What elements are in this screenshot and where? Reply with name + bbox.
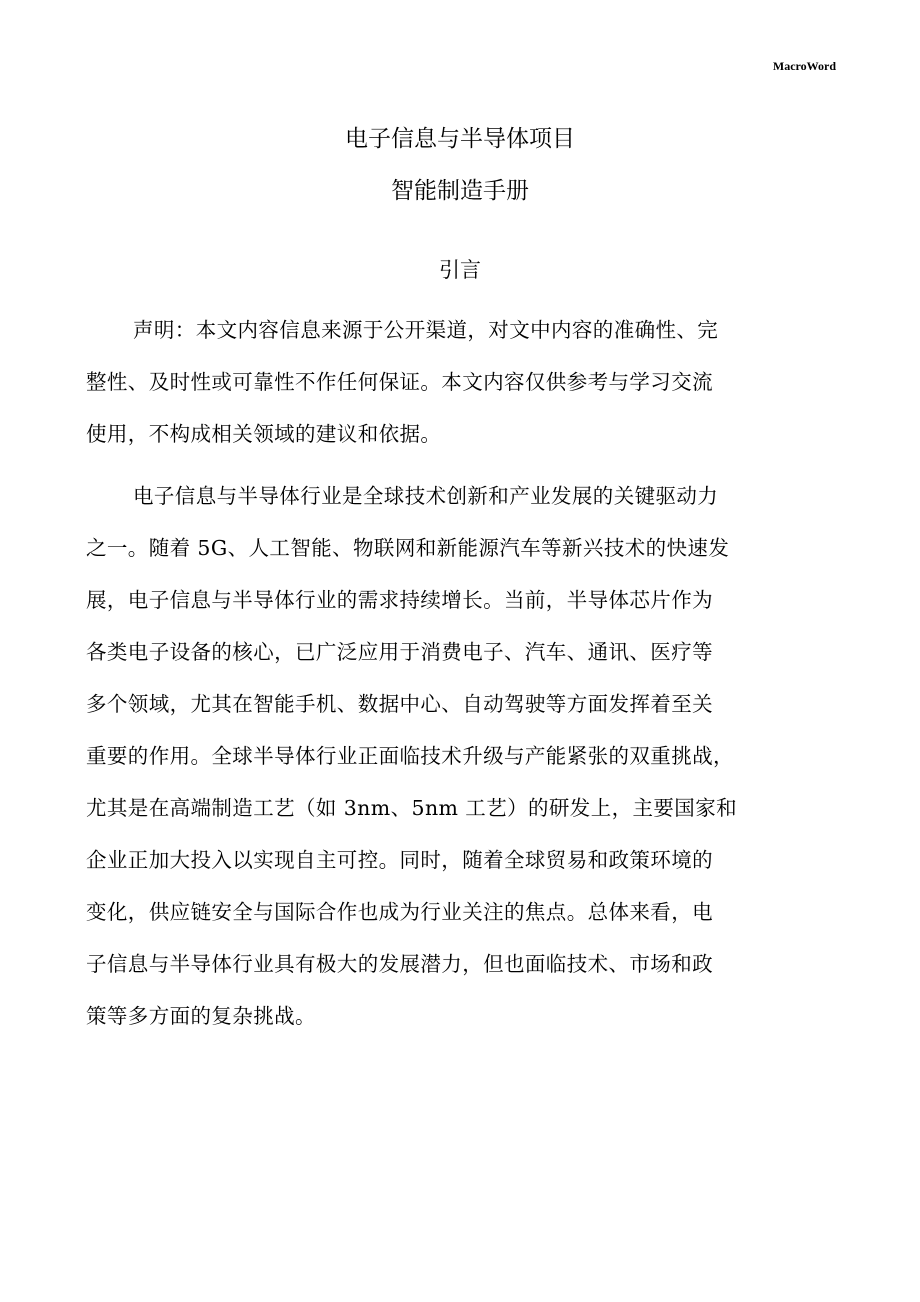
paragraph-line: 重要的作用。全球半导体行业正面临技术升级与产能紧张的双重挑战， bbox=[86, 744, 734, 768]
header-brand: MacroWord bbox=[772, 59, 836, 73]
paragraph-line: 变化，供应链安全与国际合作也成为行业关注的焦点。总体来看，电 bbox=[86, 900, 713, 924]
document-subtitle: 智能制造手册 bbox=[391, 178, 529, 204]
paragraph-line: 企业正加大投入以实现自主可控。同时，随着全球贸易和政策环境的 bbox=[86, 848, 713, 872]
paragraph-line: 展，电子信息与半导体行业的需求持续增长。当前，半导体芯片作为 bbox=[86, 588, 713, 612]
body-paragraph bbox=[86, 481, 836, 1053]
paragraph-line: 多个领域，尤其在智能手机、数据中心、自动驾驶等方面发挥着至关 bbox=[86, 692, 713, 716]
paragraph-line: 声明：本文内容信息来源于公开渠道，对文中内容的准确性、完 bbox=[133, 318, 719, 342]
paragraph-line: 整性、及时性或可靠性不作任何保证。本文内容仅供参考与学习交流 bbox=[86, 370, 713, 394]
paragraph-line: 电子信息与半导体行业是全球技术创新和产业发展的关键驱动力 bbox=[133, 484, 719, 508]
disclaimer-paragraph bbox=[86, 315, 836, 471]
paragraph-line: 策等多方面的复杂挑战。 bbox=[86, 1004, 316, 1028]
paragraph-line: 尤其是在高端制造工艺（如 3nm、5nm 工艺）的研发上，主要国家和 bbox=[86, 796, 738, 820]
paragraph-line: 子信息与半导体行业具有极大的发展潜力，但也面临技术、市场和政 bbox=[86, 952, 713, 976]
paragraph-line: 之一。随着 5G、人工智能、物联网和新能源汽车等新兴技术的快速发 bbox=[86, 536, 730, 560]
paragraph-line: 各类电子设备的核心，已广泛应用于消费电子、汽车、通讯、医疗等 bbox=[86, 640, 713, 664]
document-title: 电子信息与半导体项目 bbox=[345, 126, 575, 152]
paragraph-line: 使用，不构成相关领域的建议和依据。 bbox=[86, 422, 442, 446]
section-heading-introduction: 引言 bbox=[439, 258, 481, 282]
